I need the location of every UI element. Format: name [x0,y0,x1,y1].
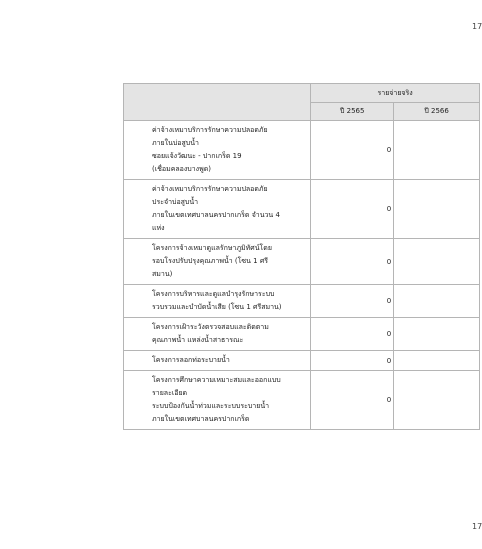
table-row [124,121,480,180]
value-2566 [394,318,480,351]
table-row [124,285,480,318]
table-row [124,351,480,371]
table-row [124,239,480,285]
value-2566 [394,351,480,371]
item-name: ค่าจ้างเหมาบริการรักษาความปลอดภัย ภายในบ่อสูบน้ำ ซอยแจ้งวัฒนะ - ปากเกร็ด 19 (เชื่อมคลองบางพูด) [124,121,311,180]
value-2565: 0 [311,121,394,180]
value-2566 [394,239,480,285]
item-name: โครงการศึกษาความเหมาะสมและออกแบบ รายละเอียด ระบบป้องกันน้ำท่วมและระบบระบายน้ำ ภายในเขตเทศบาลนครปากเกร็ด [124,371,311,430]
year-header-2566: ปี 2566 [394,103,480,121]
page-number-top: 17 [472,22,482,31]
value-2565: 0 [311,239,394,285]
item-name: โครงการจ้างเหมาดูแลรักษาภูมิทัศน์โดย รอบโรงปรับปรุงคุณภาพน้ำ (โซน 1 ศรี สมาน) [124,239,311,285]
value-2566 [394,121,480,180]
value-2565: 0 [311,318,394,351]
value-2566 [394,285,480,318]
table-row [124,318,480,351]
page-number-bottom: 17 [472,522,482,531]
value-2565: 0 [311,180,394,239]
actual-expense-header: รายจ่ายจริง [311,84,480,103]
year-header-2565: ปี 2565 [311,103,394,121]
value-2565: 0 [311,285,394,318]
item-name: โครงการบริหารและดูแลบำรุงรักษาระบบ รวบรวมและบำบัดน้ำเสีย (โซน 1 ศรีสมาน) [124,285,311,318]
value-2566 [394,180,480,239]
item-name: ค่าจ้างเหมาบริการรักษาความปลอดภัย ประจำบ่อสูบน้ำ ภายในเขตเทศบาลนครปากเกร็ด จำนวน 4 แห่ง [124,180,311,239]
value-2565: 0 [311,351,394,371]
value-2566 [394,371,480,430]
budget-table [123,83,480,430]
item-name: โครงการเฝ้าระวังตรวจสอบและติดตาม คุณภาพน้ำ แหล่งน้ำสาธารณะ [124,318,311,351]
item-name: โครงการลอกท่อระบายน้ำ [124,351,311,371]
table-row [124,371,480,430]
value-2565: 0 [311,371,394,430]
table-row [124,180,480,239]
item-column-header [124,84,311,121]
